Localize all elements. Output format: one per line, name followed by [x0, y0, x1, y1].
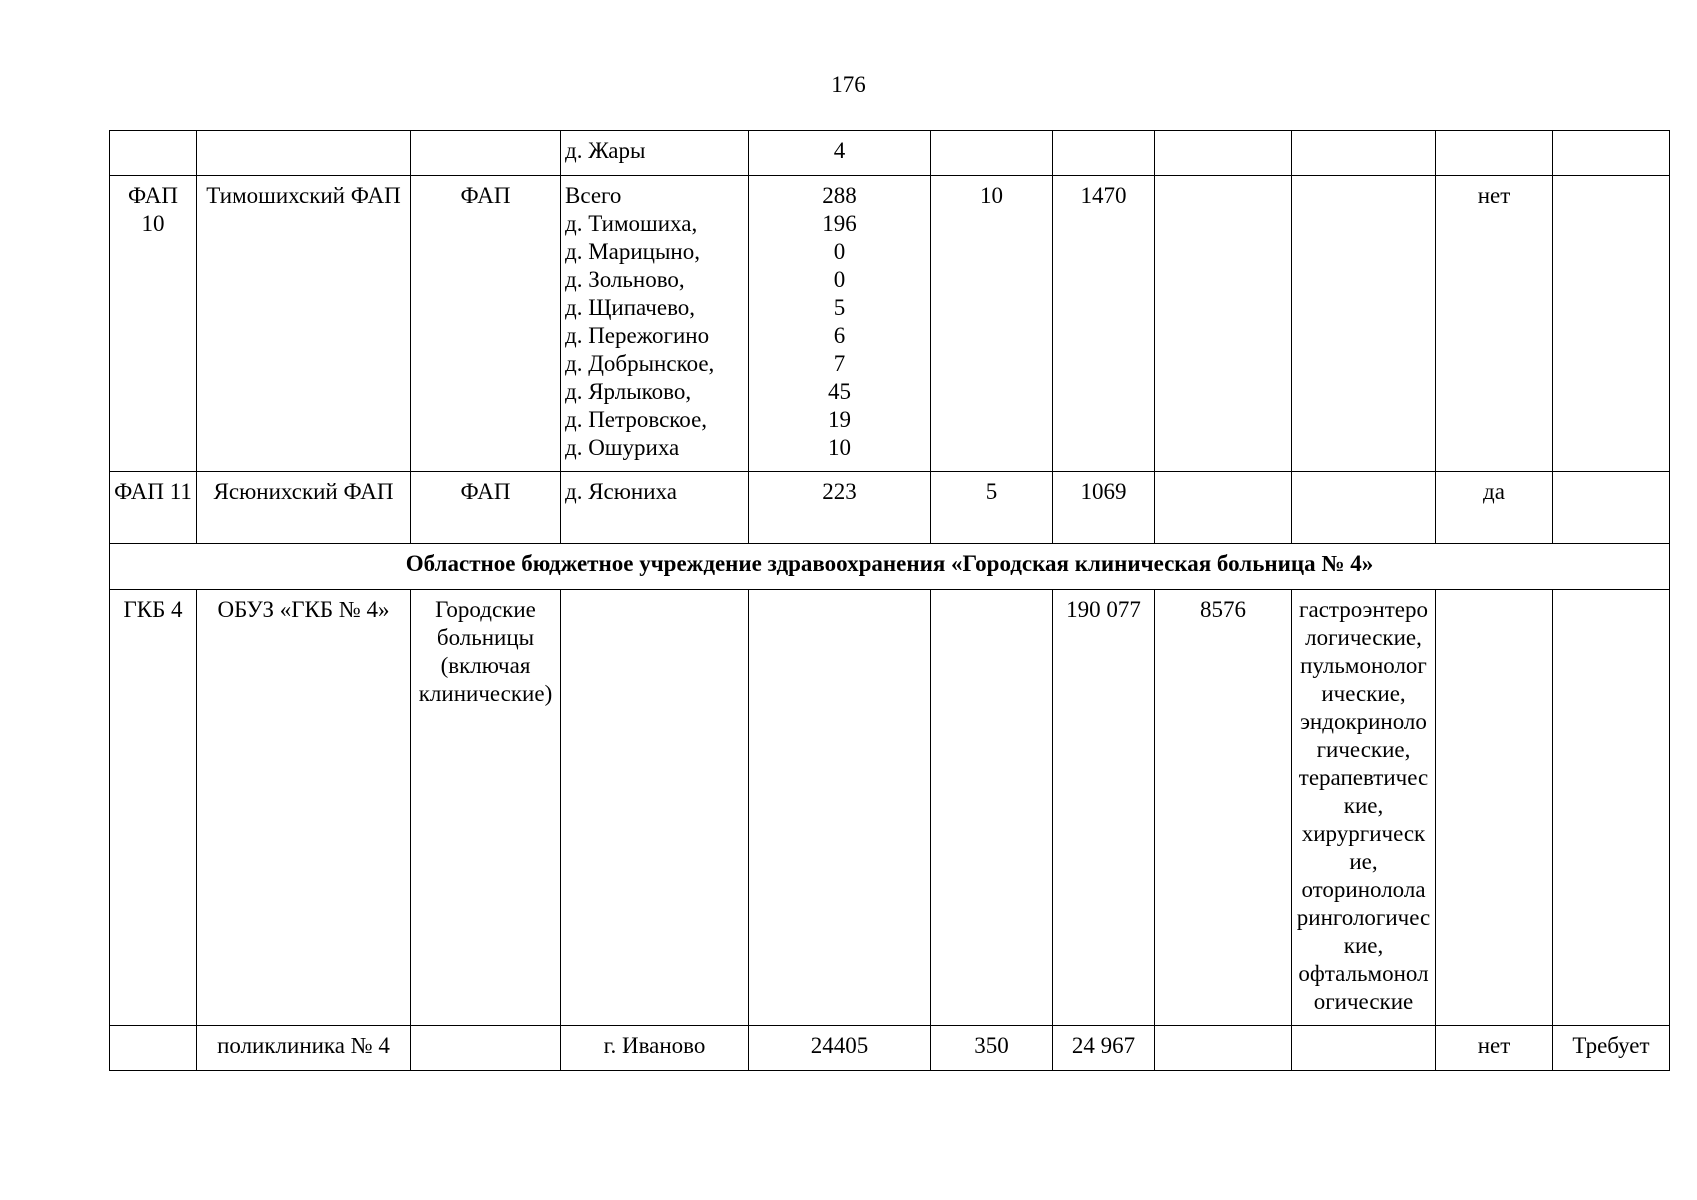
cell-col6: 5 [931, 472, 1053, 544]
cell-col8: 8576 [1155, 590, 1292, 1026]
cell-col9 [1292, 131, 1436, 176]
specialty-line: ие, [1349, 849, 1378, 874]
cell-code [110, 1026, 197, 1071]
cell-col6 [931, 131, 1053, 176]
place-line: д. Зольново, [565, 267, 685, 292]
cell-col6: 10 [931, 176, 1053, 472]
specialty-line: логические, [1305, 625, 1422, 650]
place-line: д. Марицыно, [565, 239, 700, 264]
cell-col11 [1553, 590, 1670, 1026]
place-line: д. Щипачево, [565, 295, 696, 320]
cell-code [110, 131, 197, 176]
place-line: Всего [565, 183, 622, 208]
table-row [110, 590, 1670, 1026]
cell-col9 [1292, 1026, 1436, 1071]
specialty-line: хирургическ [1301, 821, 1426, 846]
population-line: 10 [828, 435, 851, 460]
cell-col10: нет [1436, 176, 1553, 472]
cell-place: д. Ясюниха [561, 472, 749, 544]
facilities-table [109, 130, 1670, 1071]
cell-code: ФАП 10 [110, 176, 197, 472]
specialty-line: кие, [1343, 933, 1384, 958]
cell-name: поликлиника № 4 [197, 1026, 411, 1071]
cell-places [561, 176, 749, 472]
cell-specialties [1292, 590, 1436, 1026]
specialty-line: эндокриноло [1300, 709, 1427, 734]
population-line: 196 [822, 211, 857, 236]
cell-col7: 24 967 [1053, 1026, 1155, 1071]
cell-population: 223 [749, 472, 931, 544]
cell-type: Городские больницы (включая клинические) [411, 590, 561, 1026]
cell-col9 [1292, 472, 1436, 544]
population-line: 288 [822, 183, 857, 208]
population-line: 0 [833, 267, 846, 292]
cell-name: ОБУЗ «ГКБ № 4» [197, 590, 411, 1026]
specialty-line: гастроэнтеро [1299, 597, 1428, 622]
cell-name: Тимошихский ФАП [197, 176, 411, 472]
cell-populations [749, 176, 931, 472]
place-line: д. Петровское, [565, 407, 708, 432]
place-line: д. Пережогино [565, 323, 710, 348]
cell-col11 [1553, 131, 1670, 176]
place-line: д. Ярлыково, [565, 379, 692, 404]
cell-place: д. Жары [561, 131, 749, 176]
population-line: 45 [828, 379, 851, 404]
cell-col7 [1053, 131, 1155, 176]
table-row [110, 176, 1670, 472]
specialty-line: огические [1313, 989, 1414, 1014]
population-line: 19 [828, 407, 851, 432]
cell-type [411, 1026, 561, 1071]
cell-col10 [1436, 590, 1553, 1026]
cell-col7: 190 077 [1053, 590, 1155, 1026]
section-row [110, 544, 1670, 590]
cell-population: 4 [749, 131, 931, 176]
cell-code: ФАП 11 [110, 472, 197, 544]
cell-col7: 1069 [1053, 472, 1155, 544]
cell-col11: Требует [1553, 1026, 1670, 1071]
cell-col8 [1155, 131, 1292, 176]
cell-population [749, 590, 931, 1026]
place-line: д. Тимошиха, [565, 211, 698, 236]
cell-col8 [1155, 472, 1292, 544]
cell-place: г. Иваново [561, 1026, 749, 1071]
cell-col8 [1155, 1026, 1292, 1071]
page-number: 176 [831, 72, 866, 97]
population-line: 6 [833, 323, 846, 348]
population-line: 7 [833, 351, 846, 376]
population-line: 0 [833, 239, 846, 264]
cell-col10: нет [1436, 1026, 1553, 1071]
specialty-line: офтальмонол [1298, 961, 1429, 986]
cell-col11 [1553, 176, 1670, 472]
specialty-line: гические, [1316, 737, 1411, 762]
specialty-line: оторинолола [1301, 877, 1426, 902]
table-row [110, 1026, 1670, 1071]
population-line: 5 [833, 295, 846, 320]
specialty-line: рингологичес [1296, 905, 1431, 930]
section-heading: Областное бюджетное учреждение здравоохранения «Городская клиническая больница № 4» [110, 544, 1670, 590]
cell-name: Ясюнихский ФАП [197, 472, 411, 544]
cell-col10 [1436, 131, 1553, 176]
cell-population: 24405 [749, 1026, 931, 1071]
cell-col7: 1470 [1053, 176, 1155, 472]
place-line: д. Ошуриха [565, 435, 680, 460]
cell-col6: 350 [931, 1026, 1053, 1071]
table-row [110, 472, 1670, 544]
table-row [110, 131, 1670, 176]
specialty-line: терапевтичес [1298, 765, 1429, 790]
specialty-line: кие, [1343, 793, 1384, 818]
cell-col11 [1553, 472, 1670, 544]
specialty-line: пульмонолог [1300, 653, 1427, 678]
cell-place [561, 590, 749, 1026]
cell-name [197, 131, 411, 176]
cell-code: ГКБ 4 [110, 590, 197, 1026]
cell-col6 [931, 590, 1053, 1026]
cell-type [411, 131, 561, 176]
cell-col10: да [1436, 472, 1553, 544]
specialty-line: ические, [1321, 681, 1406, 706]
place-line: д. Добрынское, [565, 351, 715, 376]
cell-col8 [1155, 176, 1292, 472]
cell-col9 [1292, 176, 1436, 472]
cell-type: ФАП [411, 472, 561, 544]
cell-type: ФАП [411, 176, 561, 472]
